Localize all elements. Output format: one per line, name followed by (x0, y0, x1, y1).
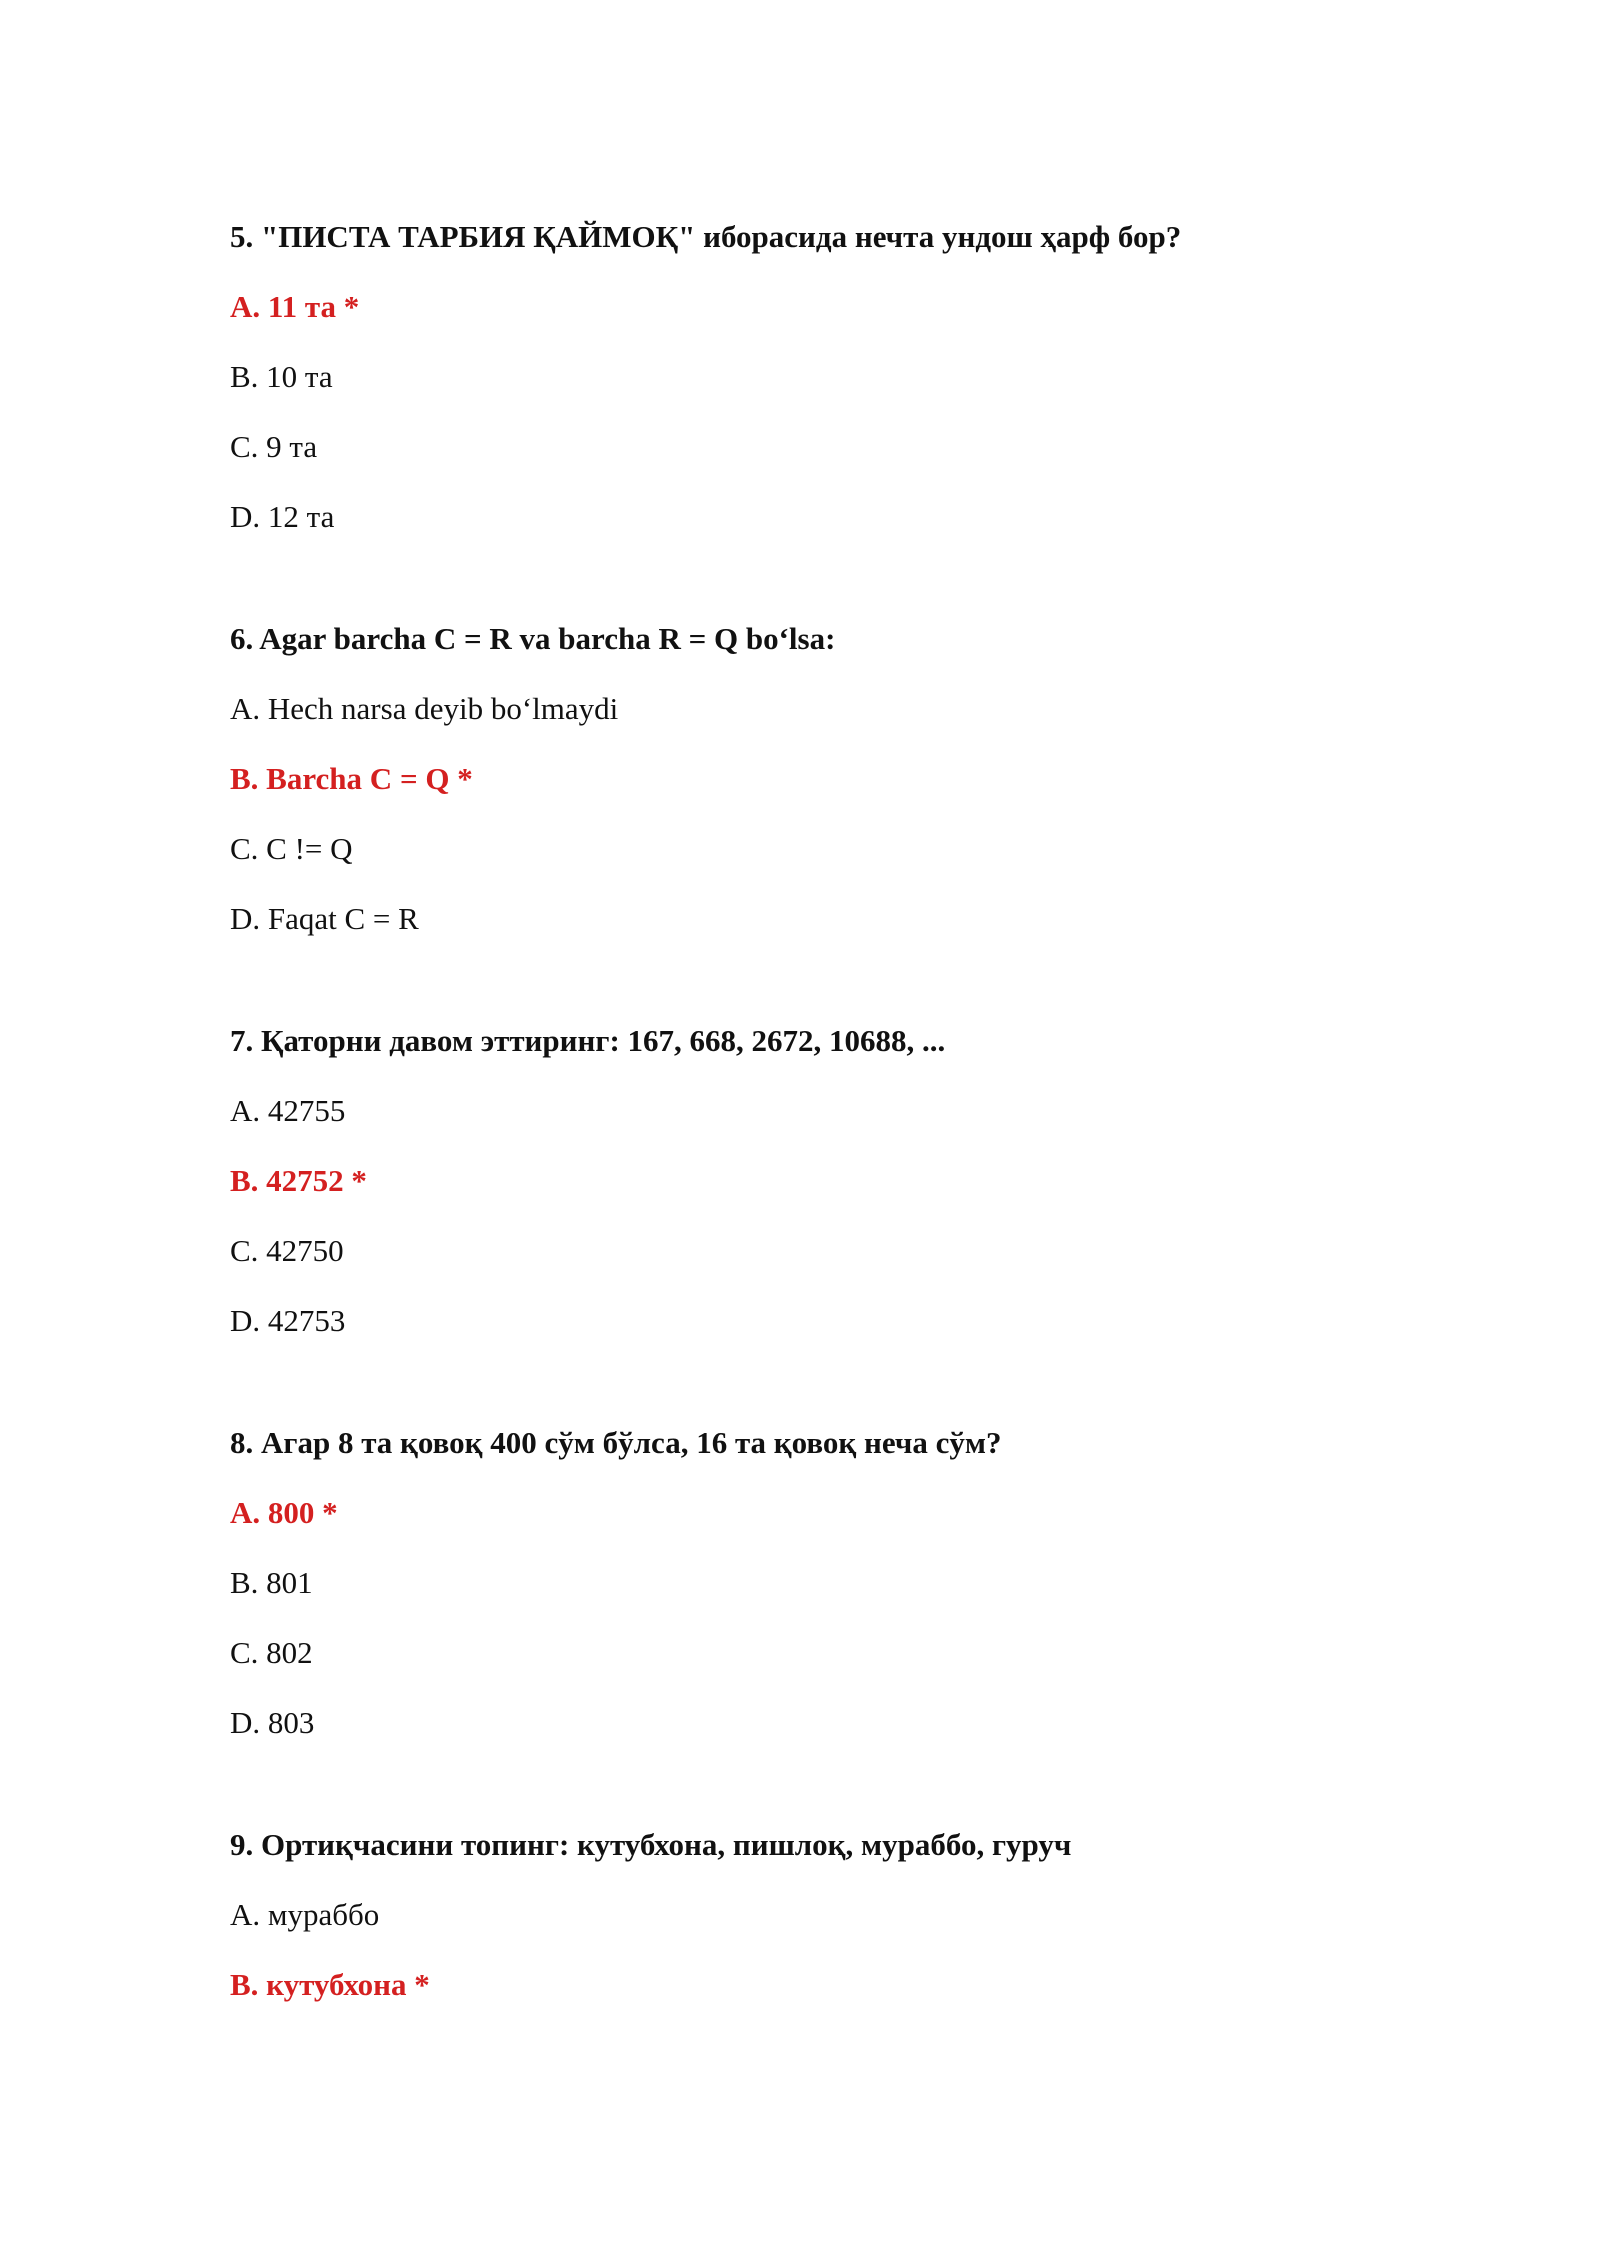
option-a: A. Hech narsa deyib bo‘lmaydi (230, 691, 619, 726)
option-b: B. 10 та (230, 359, 333, 394)
option-c: C. 42750 (230, 1233, 344, 1268)
question-5 (230, 216, 1430, 538)
question-title: 7. Қаторни давом эттиринг: 167, 668, 2672, 10688, ... (230, 1023, 946, 1058)
question-6 (230, 618, 1430, 940)
question-title: 9. Ортиқчасини топинг: кутубхона, пишлоқ, мураббо, гуруч (230, 1827, 1072, 1862)
question-7 (230, 1020, 1430, 1342)
option-a: A. мураббо (230, 1897, 380, 1932)
question-title: 8. Агар 8 та қовоқ 400 сўм бўлса, 16 та қовоқ неча сўм? (230, 1425, 1002, 1460)
option-d: D. Faqat C = R (230, 901, 419, 936)
option-b-correct: B. кутубхона * (230, 1967, 430, 2002)
option-d: D. 12 та (230, 499, 335, 534)
option-c: C. 802 (230, 1635, 313, 1670)
option-b-correct: B. Barcha C = Q * (230, 761, 473, 796)
option-d: D. 42753 (230, 1303, 346, 1338)
option-b-correct: B. 42752 * (230, 1163, 367, 1198)
option-c: C. 9 та (230, 429, 318, 464)
question-8 (230, 1422, 1430, 1744)
option-d: D. 803 (230, 1705, 315, 1740)
question-list (230, 216, 1430, 2086)
question-9 (230, 1824, 1430, 2006)
question-title: 5. "ПИСТА ТАРБИЯ ҚАЙМОҚ" иборасида нечта ундош ҳарф бор? (230, 219, 1182, 254)
question-title: 6. Agar barcha C = R va barcha R = Q bo‘lsa: (230, 621, 836, 656)
option-a: A. 42755 (230, 1093, 346, 1128)
option-a-correct: A. 800 * (230, 1495, 338, 1530)
option-b: B. 801 (230, 1565, 313, 1600)
option-a-correct: A. 11 та * (230, 289, 360, 324)
option-c: C. C != Q (230, 831, 353, 866)
